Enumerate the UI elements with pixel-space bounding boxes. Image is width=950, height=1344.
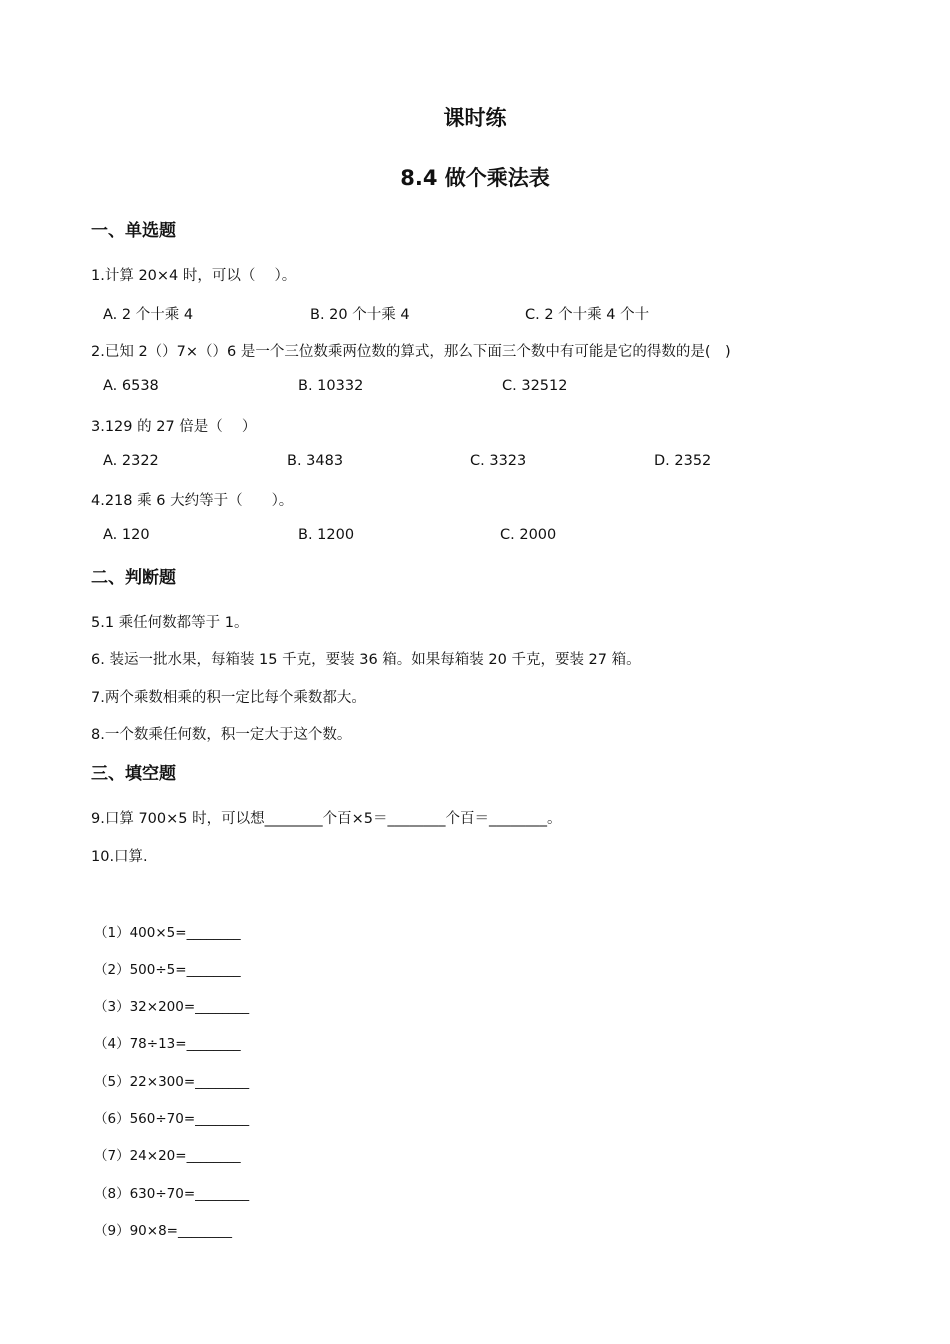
question-1: 1.计算 20×4 时，可以（ ）。 [91, 268, 297, 284]
q10-item-3: （3）32×200=________ [94, 999, 250, 1015]
q10-item-4: （4）78÷13=________ [94, 1036, 241, 1052]
q1-option-a: A. 2 个十乘 4 [103, 307, 194, 323]
q10-item-7: （7）24×20=________ [94, 1148, 241, 1164]
q10-item-5: （5）22×300=________ [94, 1074, 250, 1090]
q10-item-6: （6）560÷70=________ [94, 1111, 250, 1127]
page-title: 课时练 [443, 106, 507, 130]
q3-option-a: A. 2322 [103, 453, 159, 469]
q2-option-b: B. 10332 [298, 378, 364, 394]
question-10: 10.口算. [91, 849, 148, 865]
q1-option-b: B. 20 个十乘 4 [310, 307, 410, 323]
q10-item-9: （9）90×8=________ [94, 1223, 232, 1239]
q10-item-1: （1）400×5=________ [94, 925, 241, 941]
q2-option-c: C. 32512 [502, 378, 568, 394]
question-3: 3.129 的 27 倍是（ ） [91, 419, 257, 435]
q3-option-d: D. 2352 [654, 453, 712, 469]
section-heading-single-choice: 一、单选题 [91, 221, 176, 241]
section-heading-true-false: 二、判断题 [91, 568, 176, 588]
question-9: 9.口算 700×5 时，可以想________个百×5＝________个百＝________。 [91, 811, 562, 827]
q4-option-b: B. 1200 [298, 527, 355, 543]
q1-option-c: C. 2 个十乘 4 个十 [525, 307, 650, 323]
q10-item-2: （2）500÷5=________ [94, 962, 241, 978]
q3-option-b: B. 3483 [287, 453, 344, 469]
question-5: 5.1 乘任何数都等于 1。 [91, 615, 249, 631]
question-2: 2.已知 2（）7×（）6 是一个三位数乘两位数的算式，那么下面三个数中有可能是它的得数的是( ) [91, 344, 731, 360]
lesson-title: 8.4 做个乘法表 [400, 166, 550, 190]
q3-option-c: C. 3323 [470, 453, 527, 469]
q4-option-a: A. 120 [103, 527, 150, 543]
question-7: 7.两个乘数相乘的积一定比每个乘数都大。 [91, 690, 366, 706]
q10-item-8: （8）630÷70=________ [94, 1186, 250, 1202]
q4-option-c: C. 2000 [500, 527, 557, 543]
question-6: 6. 装运一批水果，每箱装 15 千克，要装 36 箱。如果每箱装 20 千克，要装 27 箱。 [91, 652, 641, 668]
question-4: 4.218 乘 6 大约等于（ ）。 [91, 493, 294, 509]
question-8: 8.一个数乘任何数，积一定大于这个数。 [91, 727, 352, 743]
q2-option-a: A. 6538 [103, 378, 159, 394]
section-heading-fill-blank: 三、填空题 [91, 764, 176, 784]
